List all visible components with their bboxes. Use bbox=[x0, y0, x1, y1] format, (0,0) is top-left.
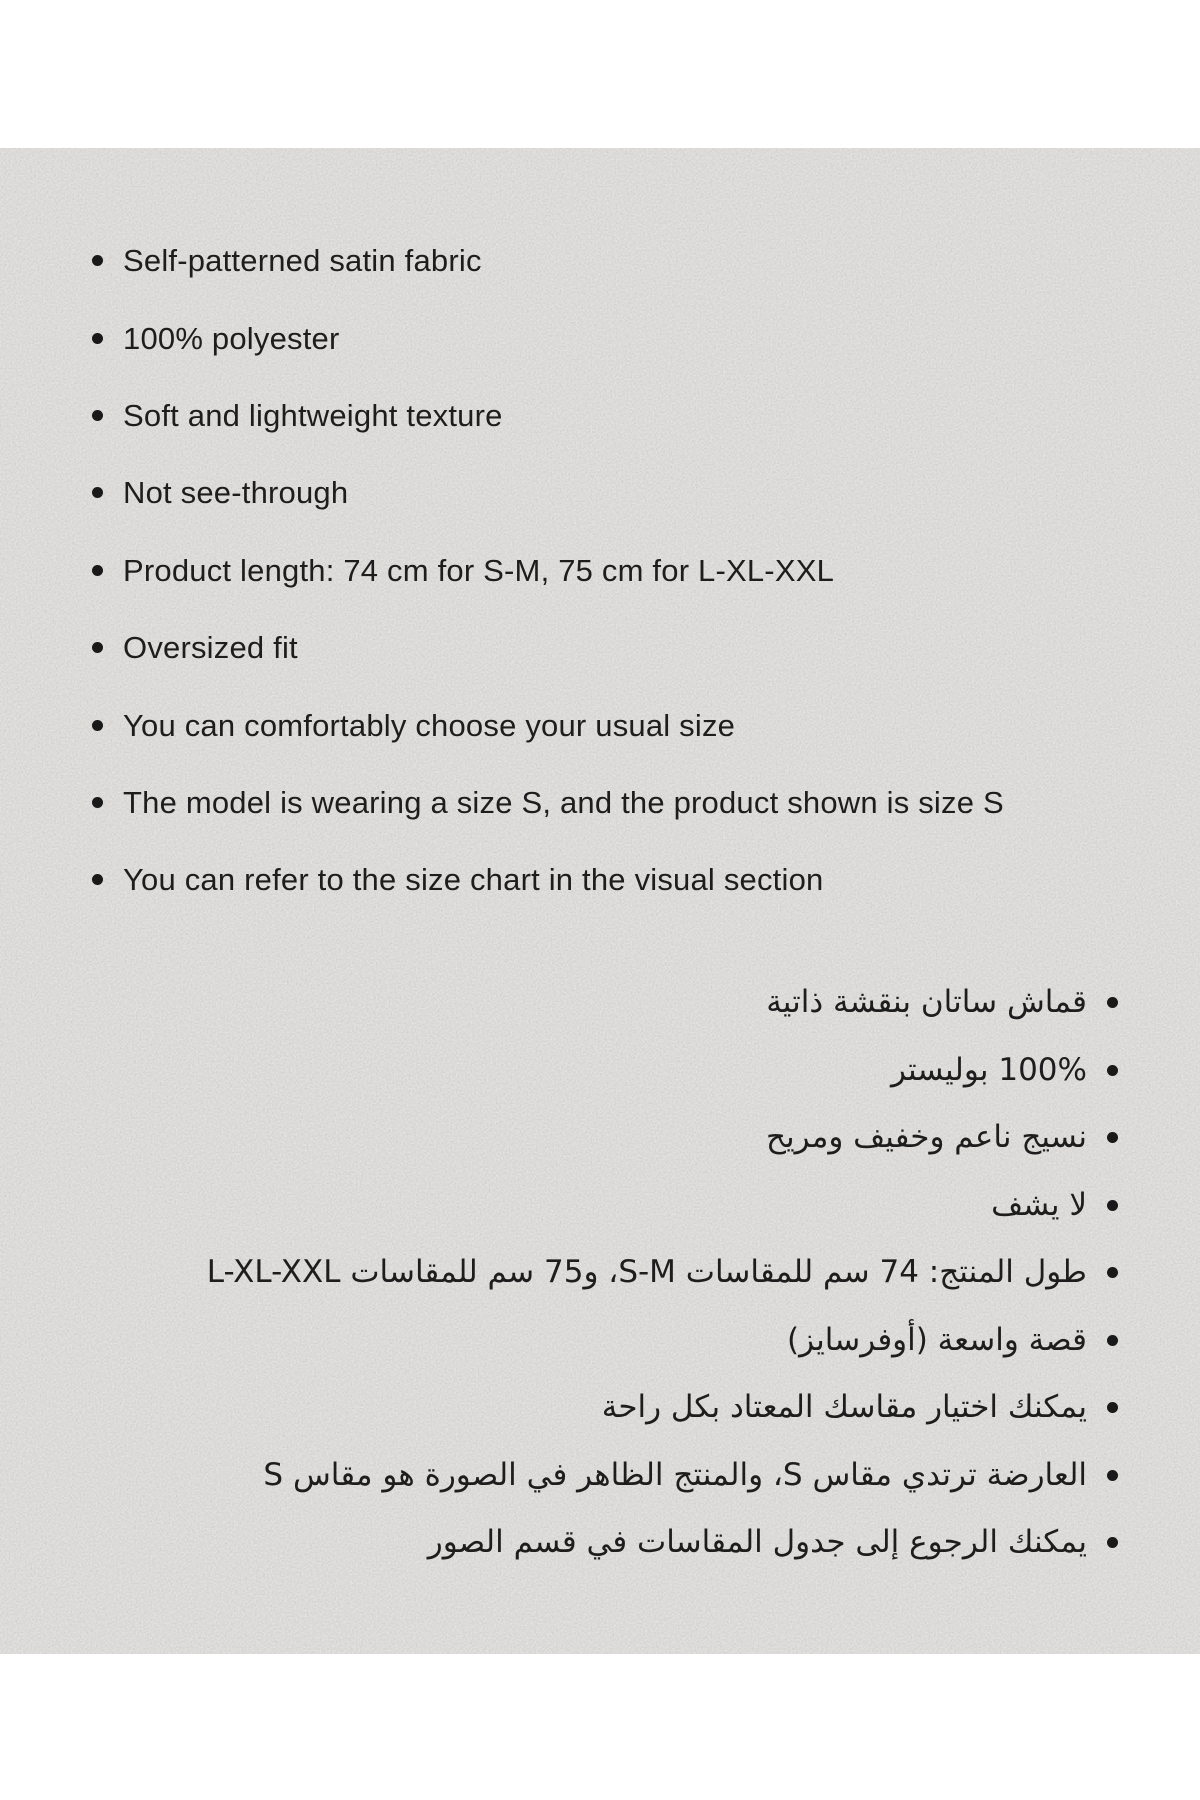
list-item bbox=[207, 1442, 1118, 1510]
bullet-icon bbox=[92, 255, 103, 266]
bullet-icon bbox=[92, 410, 103, 421]
bullet-text: 100% polyester bbox=[123, 320, 340, 356]
bullet-icon bbox=[92, 565, 103, 576]
bullet-icon bbox=[1107, 1335, 1118, 1346]
list-item bbox=[92, 532, 1004, 609]
bullet-icon bbox=[1107, 1402, 1118, 1413]
list-item bbox=[92, 454, 1004, 531]
bullet-icon bbox=[92, 333, 103, 344]
list-item bbox=[92, 764, 1004, 841]
list-item bbox=[92, 377, 1004, 454]
bullet-icon bbox=[92, 797, 103, 808]
bullet-text: طول المنتج: 74 سم للمقاسات S-M، و75 سم للمقاسات L-XL-XXL bbox=[206, 1254, 1087, 1291]
list-item bbox=[207, 1307, 1118, 1375]
bullet-icon bbox=[1107, 1132, 1118, 1143]
list-item bbox=[92, 222, 1004, 299]
bullet-text: قصة واسعة (أوفرسايز) bbox=[786, 1321, 1087, 1358]
bullet-text: Product length: 74 cm for S-M, 75 cm for L-XL-XXL bbox=[123, 552, 835, 588]
bullet-text: 100% بوليستر bbox=[890, 1051, 1087, 1088]
bullet-icon bbox=[1107, 1200, 1118, 1211]
bullet-icon bbox=[92, 874, 103, 885]
bullet-icon bbox=[1107, 1065, 1118, 1076]
bullet-icon bbox=[1107, 997, 1118, 1008]
bullet-text: يمكنك الرجوع إلى جدول المقاسات في قسم الصور bbox=[427, 1524, 1087, 1561]
list-item bbox=[92, 841, 1004, 918]
bullet-text: يمكنك اختيار مقاسك المعتاد بكل راحة bbox=[601, 1389, 1087, 1426]
bullet-text: نسيج ناعم وخفيف ومريح bbox=[766, 1119, 1087, 1156]
bullet-text: لا يشف bbox=[991, 1186, 1087, 1223]
list-item bbox=[207, 1239, 1118, 1307]
bullet-text: Oversized fit bbox=[123, 630, 298, 666]
bullet-icon bbox=[1107, 1267, 1118, 1278]
bullet-text: Soft and lightweight texture bbox=[123, 397, 503, 433]
list-item bbox=[207, 1037, 1118, 1105]
list-item bbox=[207, 969, 1118, 1037]
bullet-text: You can refer to the size chart in the visual section bbox=[123, 862, 824, 898]
list-item bbox=[92, 299, 1004, 376]
bullet-text: العارضة ترتدي مقاس S، والمنتج الظاهر في الصورة هو مقاس S bbox=[263, 1456, 1087, 1493]
bullet-text: The model is wearing a size S, and the product shown is size S bbox=[123, 784, 1004, 820]
list-item bbox=[207, 1509, 1118, 1577]
bullet-text: Not see-through bbox=[123, 475, 349, 511]
bullet-icon bbox=[92, 720, 103, 731]
bullet-icon bbox=[1107, 1470, 1118, 1481]
arabic-bullet-list bbox=[207, 969, 1118, 1577]
list-item bbox=[207, 1374, 1118, 1442]
bullet-icon bbox=[92, 642, 103, 653]
list-item bbox=[207, 1104, 1118, 1172]
bullet-text: You can comfortably choose your usual size bbox=[123, 707, 736, 743]
list-item bbox=[92, 609, 1004, 686]
list-item bbox=[207, 1172, 1118, 1240]
bullet-icon bbox=[1107, 1537, 1118, 1548]
bullet-text: قماش ساتان بنقشة ذاتية bbox=[766, 984, 1087, 1021]
english-bullet-list bbox=[92, 222, 1004, 919]
list-item bbox=[92, 686, 1004, 763]
bullet-text: Self-patterned satin fabric bbox=[123, 243, 482, 279]
bullet-icon bbox=[92, 487, 103, 498]
